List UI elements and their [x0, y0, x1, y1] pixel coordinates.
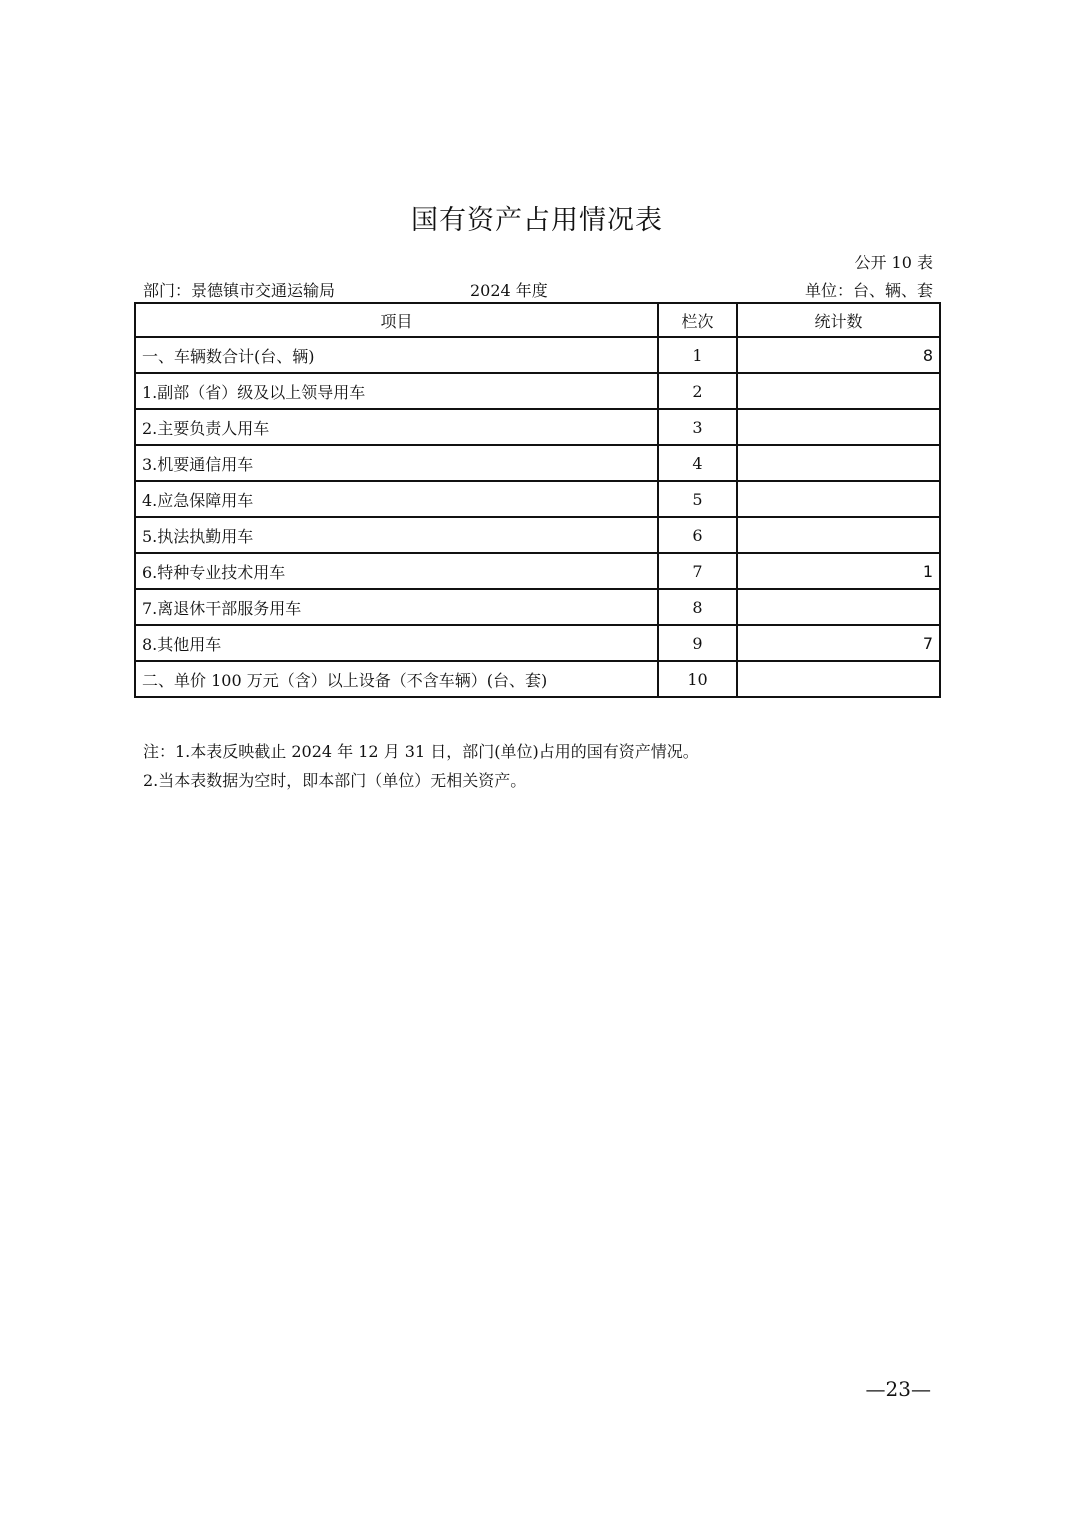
row-item: 一、车辆数合计(台、辆) [135, 337, 658, 373]
table-row [135, 481, 940, 517]
header-item: 项目 [135, 303, 658, 337]
row-item: 3.机要通信用车 [135, 445, 658, 481]
row-count: 1 [737, 553, 940, 589]
row-count [737, 409, 940, 445]
page-title: 国有资产占用情况表 [411, 205, 663, 236]
row-item: 1.副部（省）级及以上领导用车 [135, 373, 658, 409]
table-row [135, 589, 940, 625]
row-item: 6.特种专业技术用车 [135, 553, 658, 589]
row-item: 二、单价 100 万元（含）以上设备（不含车辆）(台、套) [135, 661, 658, 697]
asset-table [134, 302, 941, 698]
table-row [135, 517, 940, 553]
note-1: 注：1.本表反映截止 2024 年 12 月 31 日，部门(单位)占用的国有资产情况。 [143, 742, 699, 761]
row-count: 8 [737, 337, 940, 373]
row-count [737, 445, 940, 481]
row-count [737, 481, 940, 517]
header-column-no: 栏次 [658, 303, 737, 337]
year-label: 2024 年度 [470, 281, 548, 300]
row-count [737, 517, 940, 553]
table-row [135, 661, 940, 697]
row-column-no: 10 [658, 661, 737, 697]
page-number: —23— [865, 1377, 931, 1401]
table-row [135, 445, 940, 481]
table-row [135, 409, 940, 445]
row-item: 5.执法执勤用车 [135, 517, 658, 553]
department-label: 部门：景德镇市交通运输局 [143, 281, 336, 300]
row-item: 4.应急保障用车 [135, 481, 658, 517]
row-column-no: 8 [658, 589, 737, 625]
row-item: 7.离退休干部服务用车 [135, 589, 658, 625]
row-count [737, 589, 940, 625]
row-column-no: 1 [658, 337, 737, 373]
table-row [135, 553, 940, 589]
row-column-no: 7 [658, 553, 737, 589]
table-row [135, 625, 940, 661]
row-column-no: 4 [658, 445, 737, 481]
row-column-no: 6 [658, 517, 737, 553]
unit-label: 单位：台、辆、套 [804, 281, 933, 300]
row-column-no: 9 [658, 625, 737, 661]
notes [143, 737, 699, 795]
row-count [737, 661, 940, 697]
header-count: 统计数 [737, 303, 940, 337]
row-item: 2.主要负责人用车 [135, 409, 658, 445]
table-row [135, 373, 940, 409]
row-column-no: 5 [658, 481, 737, 517]
note-2: 2.当本表数据为空时，即本部门（单位）无相关资产。 [143, 771, 527, 790]
table-row [135, 337, 940, 373]
row-count: 7 [737, 625, 940, 661]
table-number: 公开 10 表 [854, 253, 933, 272]
table-header-row [135, 303, 940, 337]
row-count [737, 373, 940, 409]
row-item: 8.其他用车 [135, 625, 658, 661]
row-column-no: 3 [658, 409, 737, 445]
row-column-no: 2 [658, 373, 737, 409]
